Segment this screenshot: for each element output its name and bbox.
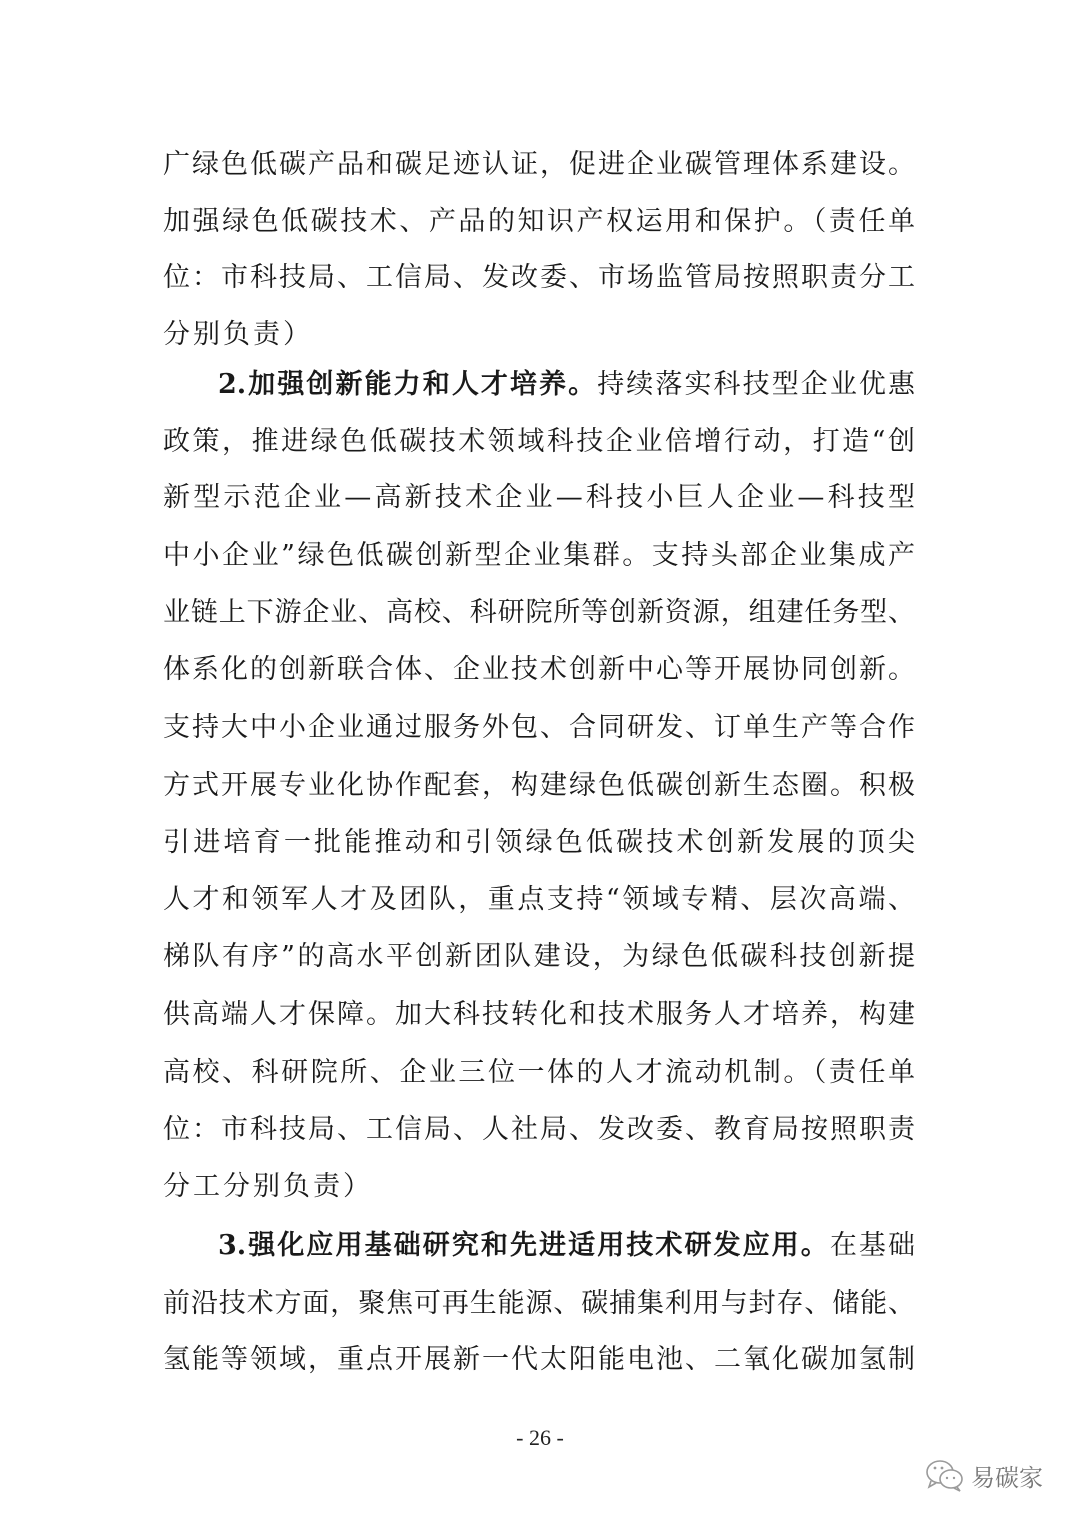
line-text: 广绿色低碳产品和碳足迹认证，促进企业碳管理体系建设。 [163,149,915,180]
text-line [163,536,915,576]
line-text: 政策，推进绿色低碳技术领域科技企业倍增行动，打造“创 [163,426,915,457]
text-line [163,880,915,920]
text-line [163,1340,915,1380]
text-line [163,937,915,977]
line-text: 方式开展专业化协作配套，构建绿色低碳创新生态圈。积极 [163,770,915,801]
section-heading-line [218,1226,915,1266]
line-text: 加强绿色低碳技术、产品的知识产权运用和保护。（责任单 [163,206,915,237]
text-line [163,422,915,462]
line-text: 新型示范企业—高新技术企业—科技小巨人企业—科技型 [163,482,915,513]
line-text: 中小企业”绿色低碳创新型企业集群。支持头部企业集成产 [163,540,915,571]
line-text: 引进培育一批能推动和引领绿色低碳技术创新发展的顶尖 [163,827,915,858]
watermark [925,1458,1043,1493]
line-text: 体系化的创新联合体、企业技术创新中心等开展协同创新。 [163,654,915,685]
text-line [163,1167,915,1207]
text-line [163,145,915,185]
line-text: 分工分别负责） [163,1171,373,1202]
section-heading-line [218,365,915,405]
line-text: 供高端人才保障。加大科技转化和技术服务人才培养，构建 [163,999,915,1030]
text-line [163,258,915,298]
text-line [163,1110,915,1150]
line-text: 分别负责） [163,319,313,350]
text-line [163,1284,915,1324]
line-text: 梯队有序”的高水平创新团队建设，为绿色低碳科技创新提 [163,941,915,972]
text-line [163,995,915,1035]
line-text: 高校、科研院所、企业三位一体的人才流动机制。（责任单 [163,1057,915,1088]
section-heading: 3.强化应用基础研究和先进适用技术研发应用。 [218,1230,830,1261]
text-line [163,766,915,806]
line-text: 位：市科技局、工信局、人社局、发改委、教育局按照职责 [163,1114,915,1145]
line-text: 氢能等领域，重点开展新一代太阳能电池、二氧化碳加氢制 [163,1344,915,1375]
line-text: 位：市科技局、工信局、发改委、市场监管局按照职责分工 [163,262,915,293]
line-text: 在基础 [829,1230,916,1261]
text-line [163,593,915,633]
text-line [163,823,915,863]
line-text: 支持大中小企业通过服务外包、合同研发、订单生产等合作 [163,712,915,743]
text-line [163,315,915,355]
text-line [163,202,915,242]
line-text: 业链上下游企业、高校、科研院所等创新资源，组建任务型、 [163,597,915,628]
line-text: 人才和领军人才及团队，重点支持“领域专精、层次高端、 [163,884,915,915]
line-text: 持续落实科技型企业优惠 [597,369,916,400]
text-line [163,708,915,748]
line-text: 前沿技术方面，聚焦可再生能源、碳捕集利用与封存、储能、 [163,1288,915,1319]
wechat-icon [925,1459,965,1493]
text-line [163,478,915,518]
page-number: - 26 - [516,1425,564,1450]
section-heading: 2.加强创新能力和人才培养。 [218,369,598,400]
watermark-label: 易碳家 [971,1464,1043,1492]
text-line [163,650,915,690]
text-line [163,1053,915,1093]
